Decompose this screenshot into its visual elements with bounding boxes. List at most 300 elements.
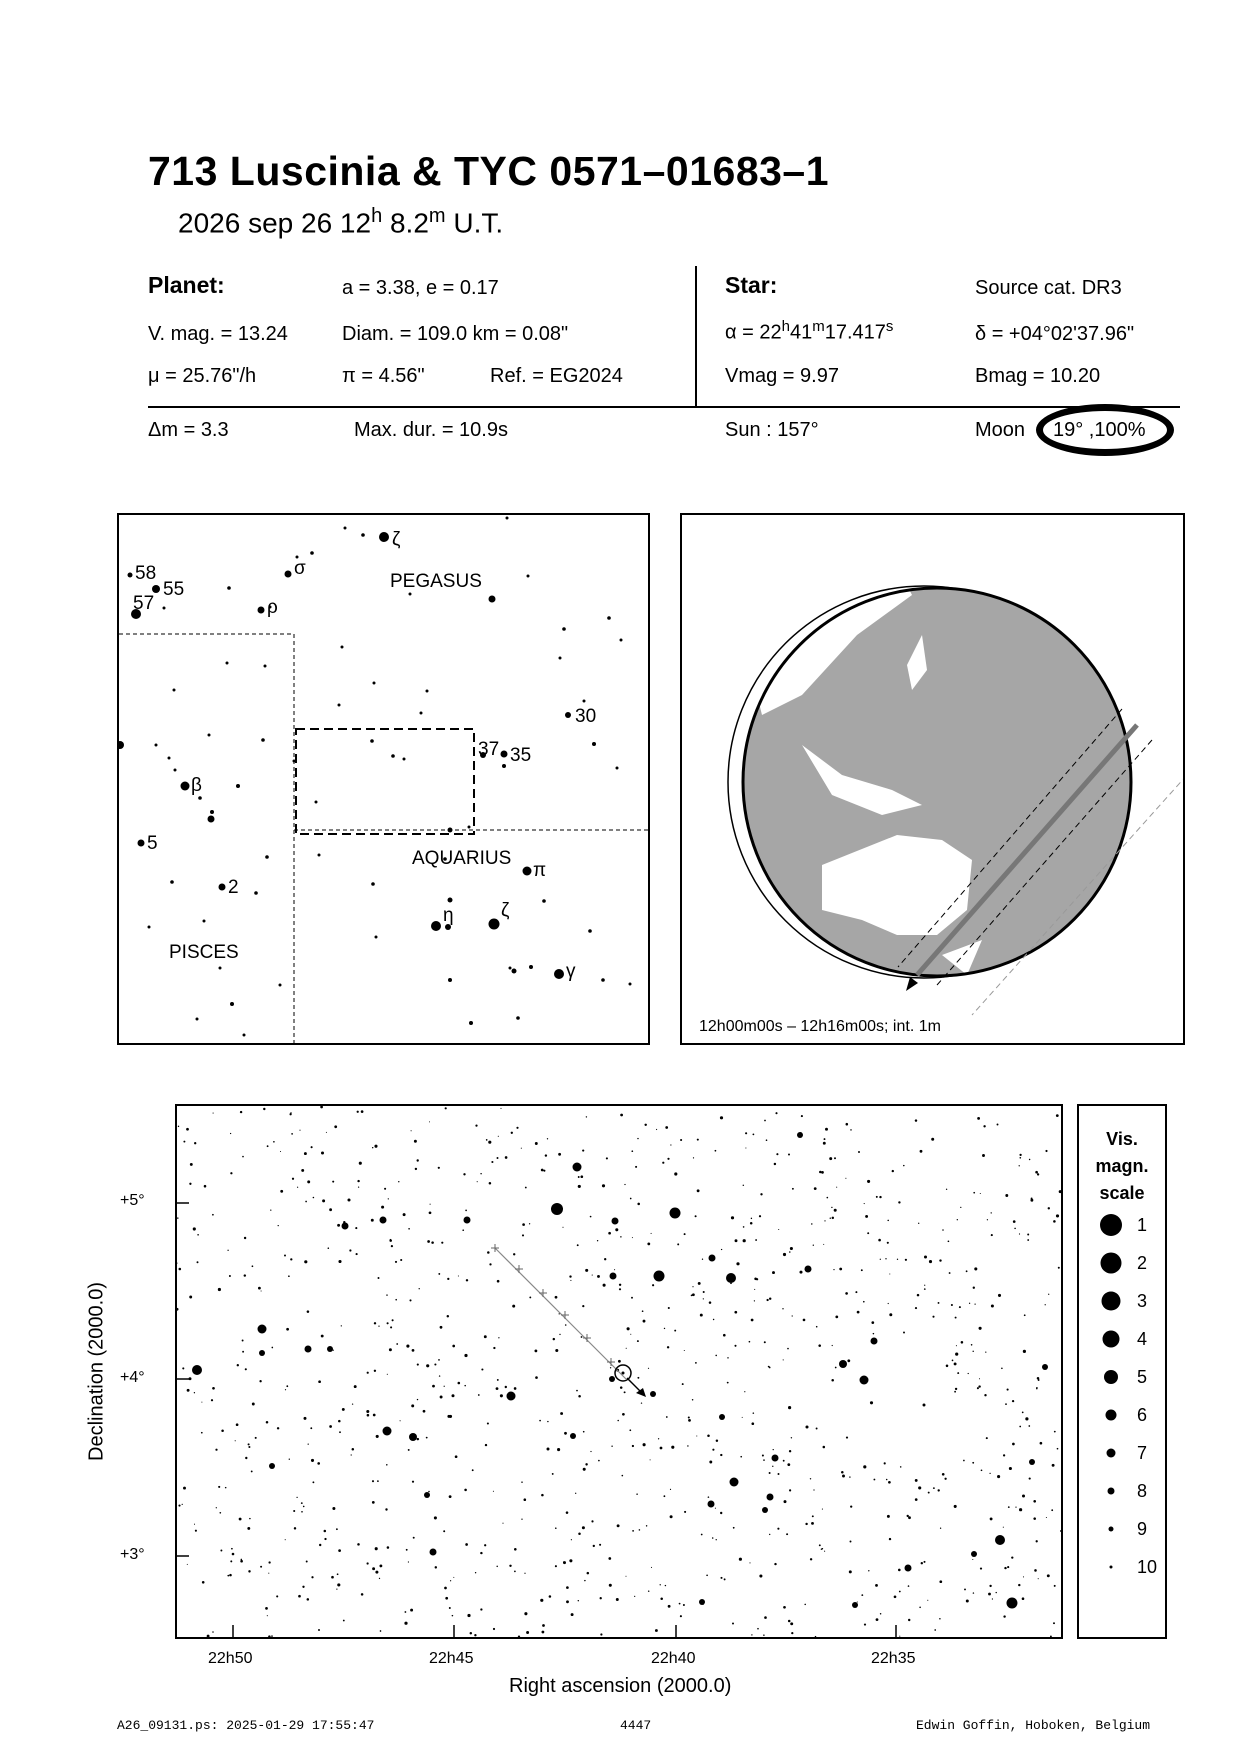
faint-star — [177, 1217, 178, 1218]
faint-star — [248, 1443, 250, 1445]
faint-star — [505, 1156, 508, 1159]
faint-star — [823, 1142, 826, 1145]
faint-star — [372, 1480, 374, 1482]
faint-star — [343, 1620, 345, 1622]
field-star — [610, 1273, 617, 1280]
faint-star — [942, 1229, 944, 1231]
faint-star — [311, 1459, 314, 1462]
globe-time-caption: 12h00m00s – 12h16m00s; int. 1m — [699, 1018, 941, 1035]
faint-star — [772, 1271, 775, 1274]
faint-star — [622, 1475, 624, 1477]
faint-star — [273, 1141, 275, 1143]
legend-dot-mag-2 — [1101, 1253, 1122, 1274]
star-35-aqr — [501, 751, 508, 758]
faint-star — [458, 1275, 459, 1276]
faint-star — [183, 1487, 186, 1490]
faint-star — [463, 1173, 465, 1175]
faint-star — [467, 1614, 470, 1617]
faint-star — [277, 1427, 279, 1429]
label-zeta-aqr: ζ — [501, 900, 510, 921]
faint-star — [562, 1227, 563, 1228]
faint-star — [939, 1259, 941, 1261]
faint-star — [674, 1330, 676, 1332]
faint-star — [625, 1576, 626, 1577]
faint-star — [555, 1527, 557, 1529]
faint-star — [500, 1394, 503, 1397]
faint-star — [332, 1181, 334, 1183]
faint-star — [857, 1311, 860, 1314]
faint-star — [987, 1219, 988, 1220]
faint-star — [831, 1379, 834, 1382]
faint-star — [634, 1596, 635, 1597]
faint-star — [855, 1291, 857, 1293]
faint-star — [934, 1629, 936, 1631]
dec-tick-4: +4° — [120, 1369, 145, 1386]
faint-star — [1051, 1509, 1053, 1511]
faint-star — [683, 1604, 685, 1606]
faint-star — [500, 1108, 501, 1109]
faint-star — [805, 1425, 808, 1428]
legend-label-mag-4: 4 — [1137, 1329, 1148, 1349]
faint-star — [521, 1148, 522, 1149]
faint-star — [620, 1386, 623, 1389]
faint-star — [569, 1275, 571, 1277]
faint-star — [682, 1383, 684, 1385]
faint-star — [610, 1367, 611, 1368]
faint-star — [942, 1473, 945, 1476]
faint-star — [268, 1635, 271, 1637]
faint-star — [650, 1459, 651, 1460]
faint-star — [885, 1258, 886, 1259]
faint-star — [754, 1300, 755, 1301]
star-30-aqr — [565, 712, 571, 718]
faint-star — [879, 1196, 881, 1198]
faint-star — [608, 1557, 611, 1560]
faint-star — [245, 1457, 247, 1459]
faint-star — [639, 1529, 641, 1531]
faint-star — [1053, 1220, 1056, 1223]
faint-star — [715, 1355, 717, 1357]
faint-star — [378, 1277, 380, 1279]
faint-star — [493, 1491, 494, 1492]
faint-star — [739, 1558, 742, 1561]
faint-star — [1019, 1165, 1020, 1166]
faint-star — [776, 1153, 778, 1155]
faint-star — [827, 1197, 829, 1199]
faint-star — [630, 1198, 632, 1200]
faint-star — [557, 1448, 560, 1451]
faint-star — [887, 1515, 890, 1518]
faint-star — [590, 1216, 592, 1218]
faint-star — [582, 1526, 585, 1529]
faint-star — [701, 1534, 703, 1536]
legend-label-mag-3: 3 — [1137, 1291, 1148, 1311]
faint-star — [428, 1491, 430, 1493]
legend-dot-mag-5 — [1104, 1370, 1118, 1384]
faint-star — [417, 1399, 418, 1400]
faint-star — [304, 1152, 307, 1155]
legend-svg — [1079, 1106, 1165, 1637]
faint-star — [968, 1373, 969, 1374]
faint-star — [791, 1632, 793, 1634]
field-star — [719, 1414, 725, 1420]
faint-star — [1004, 1567, 1006, 1569]
faint-star — [1056, 1214, 1059, 1217]
faint-star — [417, 1438, 419, 1440]
faint-star — [403, 1213, 406, 1216]
faint-star — [955, 1353, 958, 1356]
faint-star — [491, 1161, 493, 1163]
faint-star — [313, 1197, 315, 1199]
faint-star — [773, 1449, 774, 1450]
faint-star — [497, 1157, 499, 1159]
faint-star — [389, 1348, 392, 1351]
faint-star — [447, 1315, 449, 1317]
faint-star — [417, 1364, 419, 1366]
faint-star — [824, 1138, 826, 1140]
faint-star — [318, 1380, 321, 1383]
faint-star — [751, 1319, 754, 1322]
faint-star — [814, 1187, 817, 1190]
faint-star — [864, 1203, 865, 1204]
faint-star — [979, 1378, 980, 1379]
faint-star — [583, 1431, 585, 1433]
field-star — [762, 1507, 768, 1513]
faint-star — [213, 1113, 214, 1114]
faint-star — [406, 1549, 408, 1551]
faint-star — [177, 1263, 178, 1264]
legend-dot-mag-6 — [1106, 1410, 1117, 1421]
faint-star — [560, 1412, 563, 1415]
faint-star — [1014, 1228, 1016, 1230]
dec-tick-3: +3° — [120, 1546, 145, 1563]
faint-star — [240, 1111, 242, 1113]
faint-star — [811, 1522, 814, 1525]
faint-star — [440, 1326, 443, 1329]
faint-star — [829, 1157, 832, 1160]
faint-star — [480, 1608, 482, 1610]
faint-star — [769, 1367, 771, 1369]
faint-star — [307, 1310, 310, 1313]
planet-ephemeris-ref: Ref. = EG2024 — [490, 365, 623, 387]
faint-star — [374, 1322, 376, 1324]
faint-star — [790, 1622, 793, 1625]
faint-star — [977, 1117, 980, 1120]
faint-star — [964, 1588, 966, 1590]
faint-star — [488, 1141, 491, 1144]
faint-star — [609, 1584, 612, 1587]
faint-star — [380, 1630, 382, 1632]
star-55-peg — [152, 585, 160, 593]
faint-star — [679, 1603, 681, 1605]
star — [208, 816, 215, 823]
faint-star — [915, 1307, 917, 1309]
field-star — [1029, 1459, 1035, 1465]
faint-star — [386, 1464, 388, 1466]
footer-file-info: A26_09131.ps: 2025-01-29 17:55:47 — [117, 1718, 375, 1733]
faint-star — [1030, 1199, 1033, 1202]
faint-star — [375, 1547, 378, 1550]
faint-star — [590, 1451, 591, 1452]
faint-star — [529, 1223, 530, 1224]
faint-star — [338, 1420, 341, 1423]
faint-star — [1050, 1635, 1052, 1637]
star-zeta-aqr — [489, 919, 500, 930]
faint-star — [641, 1402, 642, 1403]
faint-star — [816, 1428, 818, 1430]
faint-star — [637, 1203, 640, 1206]
field-star — [507, 1392, 516, 1401]
faint-star — [646, 1525, 647, 1526]
faint-star — [643, 1320, 646, 1323]
star — [448, 828, 453, 833]
faint-star — [415, 1168, 417, 1170]
planet-orbit: a = 3.38, e = 0.17 — [342, 277, 499, 299]
faint-star — [818, 1344, 821, 1347]
faint-star — [332, 1507, 335, 1510]
planet-vmag: V. mag. = 13.24 — [148, 323, 288, 345]
faint-star — [586, 1116, 587, 1117]
faint-star — [182, 1367, 184, 1369]
faint-star — [733, 1527, 735, 1529]
faint-star — [197, 1261, 199, 1263]
faint-star — [216, 1507, 217, 1508]
faint-star — [615, 1228, 618, 1231]
faint-star — [525, 1187, 527, 1189]
faint-star — [241, 1559, 243, 1561]
faint-star — [700, 1314, 703, 1317]
faint-star — [940, 1528, 941, 1529]
legend-label-mag-6: 6 — [1137, 1405, 1148, 1425]
field-star — [995, 1535, 1005, 1545]
faint-star — [980, 1568, 982, 1570]
star-gamma-aqr — [554, 969, 564, 979]
faint-star — [565, 1324, 567, 1326]
faint-star — [470, 1632, 472, 1634]
faint-star — [591, 1520, 593, 1522]
legend-dot-mag-10 — [1110, 1566, 1113, 1569]
faint-star — [555, 1565, 557, 1567]
faint-star — [289, 1113, 291, 1115]
faint-star — [302, 1586, 304, 1588]
faint-star — [697, 1139, 699, 1141]
faint-star — [973, 1192, 975, 1194]
faint-star — [671, 1446, 674, 1449]
planet-parallax: π = 4.56" — [342, 365, 425, 387]
field-star — [805, 1266, 812, 1273]
faint-star — [888, 1481, 891, 1484]
faint-star — [252, 1403, 255, 1406]
faint-star — [865, 1215, 868, 1218]
globe-panel — [680, 513, 1185, 1045]
faint-star — [434, 1363, 436, 1365]
faint-star — [372, 1501, 375, 1504]
faint-star — [992, 1598, 993, 1599]
constellation-aquarius: AQUARIUS — [412, 848, 512, 869]
faint-star — [1019, 1508, 1022, 1511]
faint-star — [720, 1512, 722, 1514]
moon-label: Moon — [975, 419, 1026, 441]
faint-star — [821, 1548, 823, 1550]
label-35-aqr: 35 — [510, 745, 532, 766]
field-star — [327, 1346, 333, 1352]
faint-star — [905, 1259, 907, 1261]
star-right-ascension: $\alpha = 22^h41^m17.417^s$ — [725, 318, 894, 344]
faint-star — [651, 1233, 652, 1234]
faint-star — [240, 1560, 243, 1563]
faint-star — [307, 1598, 310, 1601]
faint-star — [849, 1570, 852, 1573]
faint-star — [834, 1209, 837, 1212]
faint-star — [244, 1237, 246, 1239]
faint-star — [410, 1609, 413, 1612]
faint-star — [587, 1572, 590, 1575]
faint-star — [846, 1437, 848, 1439]
constellation-pisces: PISCES — [169, 942, 239, 963]
faint-star — [744, 1391, 745, 1392]
faint-star — [971, 1344, 973, 1346]
faint-star — [801, 1115, 803, 1117]
faint-star — [194, 1392, 195, 1393]
faint-star — [727, 1357, 728, 1358]
faint-star — [635, 1166, 637, 1168]
label-58-peg: 58 — [135, 563, 157, 584]
faint-star — [475, 1125, 477, 1127]
faint-star — [665, 1126, 668, 1129]
faint-star — [541, 1631, 544, 1634]
faint-star — [697, 1189, 700, 1192]
faint-star — [636, 1493, 638, 1495]
faint-star — [823, 1446, 826, 1449]
finder-chart-svg — [119, 515, 648, 1043]
faint-star — [452, 1615, 454, 1617]
faint-star — [522, 1223, 525, 1226]
faint-star — [915, 1119, 917, 1121]
faint-star — [643, 1443, 646, 1446]
faint-star — [1023, 1576, 1024, 1577]
faint-star — [961, 1341, 964, 1344]
faint-star — [558, 1153, 561, 1156]
field-star — [573, 1163, 582, 1172]
faint-star — [381, 1206, 384, 1209]
faint-star — [889, 1313, 892, 1316]
faint-star — [207, 1635, 210, 1637]
faint-star — [663, 1495, 665, 1497]
faint-star — [603, 1284, 606, 1287]
faint-star — [547, 1138, 548, 1139]
star-vmag: Vmag = 9.97 — [725, 365, 839, 387]
faint-star — [440, 1396, 443, 1399]
faint-star — [524, 1498, 527, 1501]
faint-star — [894, 1595, 897, 1598]
faint-star — [1019, 1426, 1021, 1428]
faint-star — [597, 1240, 598, 1241]
faint-star — [1024, 1314, 1026, 1316]
faint-star — [1059, 1190, 1061, 1193]
faint-star — [458, 1382, 461, 1385]
faint-star — [908, 1619, 910, 1621]
field-star — [612, 1218, 619, 1225]
field-star — [380, 1217, 387, 1224]
faint-star — [928, 1492, 930, 1494]
faint-star — [304, 1417, 307, 1420]
faint-star — [336, 1528, 338, 1530]
faint-star — [189, 1183, 191, 1185]
faint-star — [387, 1374, 388, 1375]
faint-star — [973, 1592, 974, 1593]
faint-star — [578, 1176, 580, 1178]
label-55-peg: 55 — [163, 579, 185, 600]
faint-star — [842, 1475, 845, 1478]
faint-star — [358, 1186, 359, 1187]
faint-star — [512, 1305, 515, 1308]
faint-star — [1027, 1234, 1029, 1236]
faint-star — [611, 1445, 612, 1446]
field-star — [430, 1549, 437, 1556]
faint-star — [406, 1345, 409, 1348]
faint-star — [578, 1395, 581, 1398]
faint-star — [1005, 1194, 1008, 1197]
faint-star — [836, 1187, 837, 1188]
faint-star — [996, 1592, 997, 1593]
faint-star — [832, 1345, 833, 1346]
faint-star — [812, 1515, 814, 1517]
planet-diameter: Diam. = 109.0 km = 0.08" — [342, 323, 569, 345]
faint-star — [439, 1375, 440, 1376]
faint-star — [665, 1585, 666, 1586]
faint-star — [270, 1209, 271, 1210]
faint-star — [194, 1142, 196, 1144]
star-pi-aqr — [523, 867, 532, 876]
field-star — [464, 1217, 471, 1224]
faint-star — [244, 1274, 246, 1276]
faint-star — [954, 1391, 956, 1393]
faint-star — [946, 1365, 949, 1368]
faint-star — [751, 1634, 752, 1635]
faint-star — [409, 1299, 411, 1301]
faint-star — [451, 1394, 454, 1397]
faint-star — [880, 1613, 882, 1615]
faint-star — [271, 1635, 273, 1637]
faint-star — [618, 1360, 621, 1363]
faint-star — [337, 1573, 339, 1575]
faint-star — [983, 1125, 985, 1127]
faint-star — [749, 1341, 751, 1343]
faint-star — [791, 1437, 792, 1438]
faint-star — [592, 1275, 593, 1276]
faint-star — [632, 1445, 634, 1447]
faint-star — [861, 1594, 863, 1596]
faint-star — [799, 1271, 802, 1274]
faint-star — [1034, 1569, 1037, 1572]
label-eta-aqr: η — [443, 905, 454, 926]
faint-star — [292, 1178, 294, 1180]
faint-star — [555, 1296, 558, 1299]
faint-star — [498, 1136, 499, 1137]
faint-star — [493, 1347, 495, 1349]
star-source-catalog: Source cat. DR3 — [975, 277, 1122, 299]
faint-star — [692, 1293, 695, 1296]
faint-star — [764, 1120, 766, 1122]
faint-star — [263, 1108, 265, 1110]
faint-star — [465, 1210, 467, 1212]
faint-star — [221, 1430, 224, 1433]
star-58-peg — [128, 573, 133, 578]
faint-star — [1007, 1389, 1009, 1391]
faint-star — [366, 1410, 369, 1413]
faint-star — [268, 1573, 269, 1574]
faint-star — [792, 1188, 794, 1190]
